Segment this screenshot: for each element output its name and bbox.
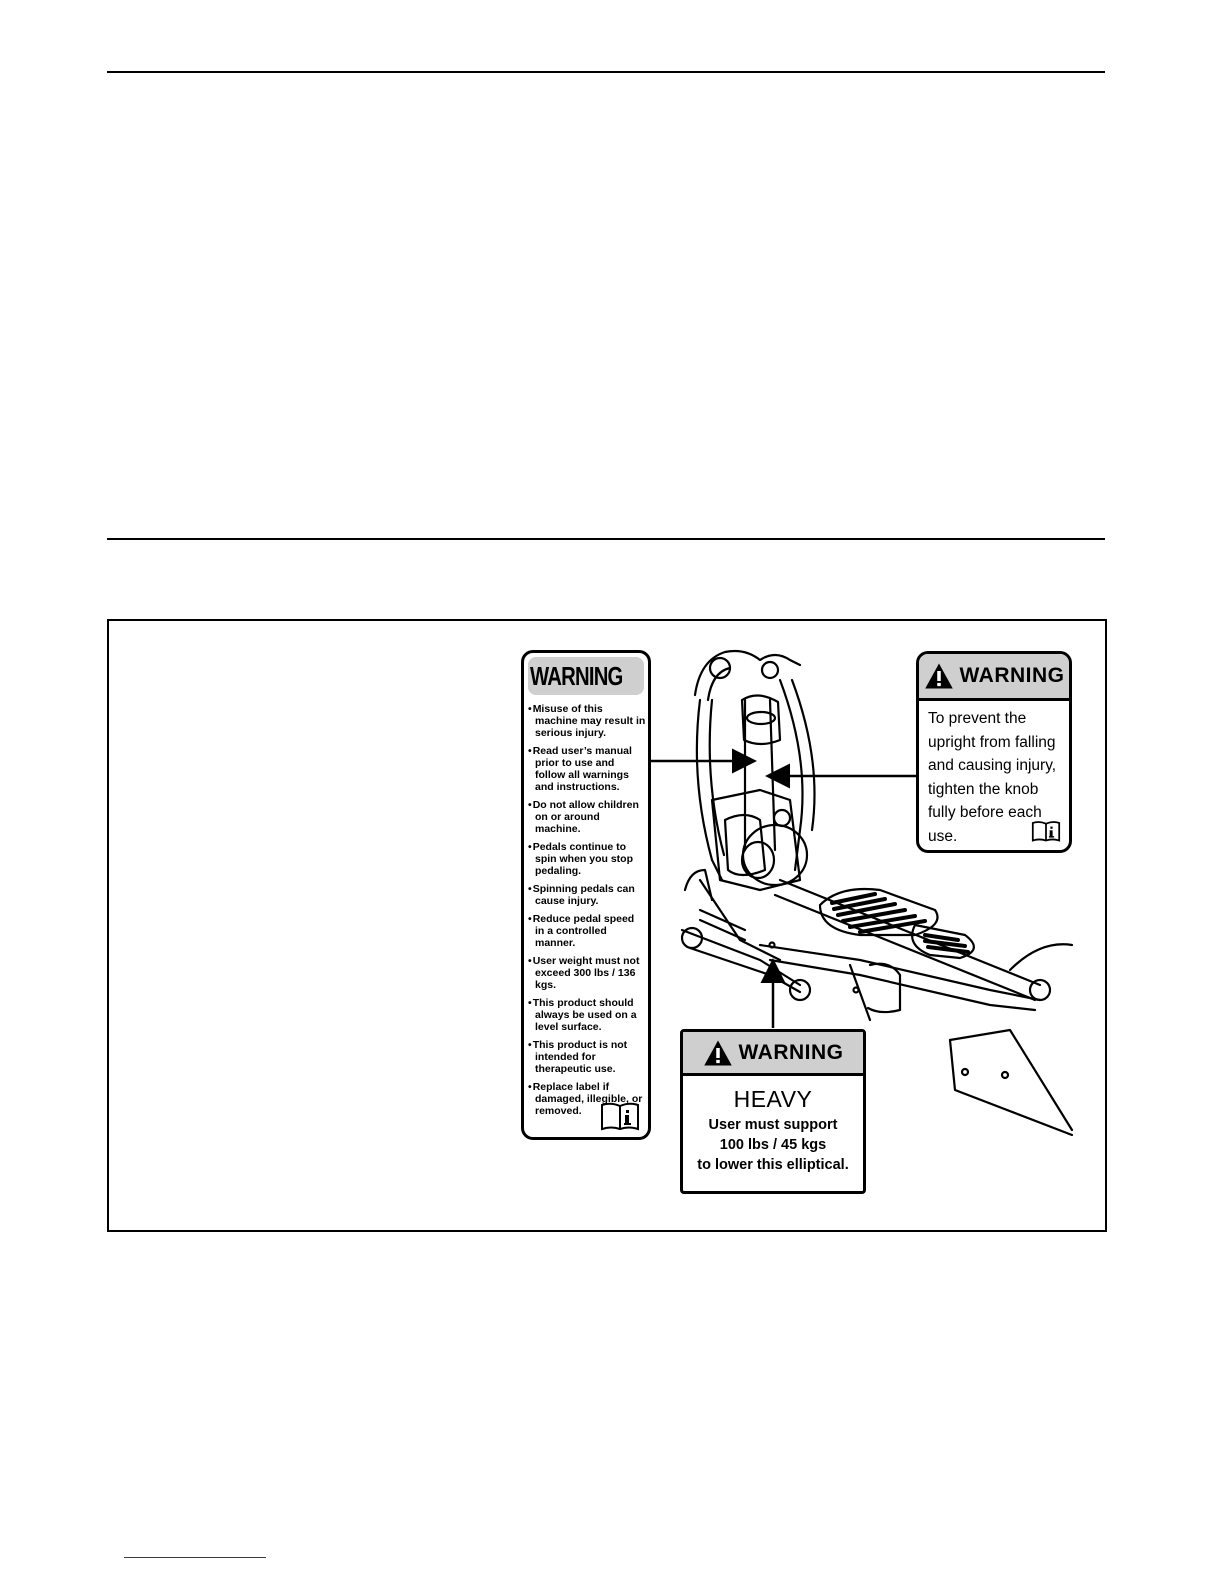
warning-line: to lower this elliptical. [697,1157,849,1173]
warning-item: • Pedals continue to spin when you stop pedaling. [528,841,646,877]
warning-line: use. [928,827,958,845]
warning-item: • Do not allow children on or around machine. [528,799,646,835]
warning-list [524,703,648,1117]
warning-item: • This product should always be used on a level surface. [528,997,646,1033]
warning-body [683,1115,863,1175]
warning-line: To prevent the [928,710,1027,727]
warning-word: WARNING [529,660,623,691]
manual-info-icon [600,1101,640,1131]
warning-item: • Read user’s manual prior to use and follow all warnings and instructions. [528,745,646,793]
warning-line: and causing injury, [928,757,1057,774]
manual-info-icon [1031,820,1061,842]
warning-label-upright-knob [916,651,1072,853]
warning-word: WARNING [738,1040,844,1064]
warning-line: 100 lbs / 45 kgs [719,1137,827,1153]
warning-label-heavy [680,1029,866,1194]
warning-header [919,654,1069,701]
warning-line: User must support [708,1117,838,1133]
warning-item: • Reduce pedal speed in a controlled manner. [528,913,646,949]
warning-item: • Replace label if damaged, illegible, or removed. [528,1081,646,1117]
heavy-title: HEAVY [733,1086,813,1112]
warning-line: tighten the knob [928,780,1039,798]
warning-header [528,657,644,695]
warning-item: • User weight must not exceed 300 lbs / 136 kgs. [528,955,646,991]
footer-link-underline[interactable] [124,1557,266,1558]
warning-label-usage [521,650,651,1140]
warning-line: fully before each [928,804,1042,821]
warning-header [683,1032,863,1076]
warning-triangle-icon [924,662,954,690]
warning-item: • This product is not intended for therapeutic use. [528,1039,646,1075]
warning-item: • Spinning pedals can cause injury. [528,883,646,907]
warning-triangle-icon [703,1039,733,1067]
warning-word: WARNING [959,664,1065,687]
warning-item: • Misuse of this machine may result in serious injury. [528,703,646,739]
warning-line: upright from falling [928,733,1056,751]
